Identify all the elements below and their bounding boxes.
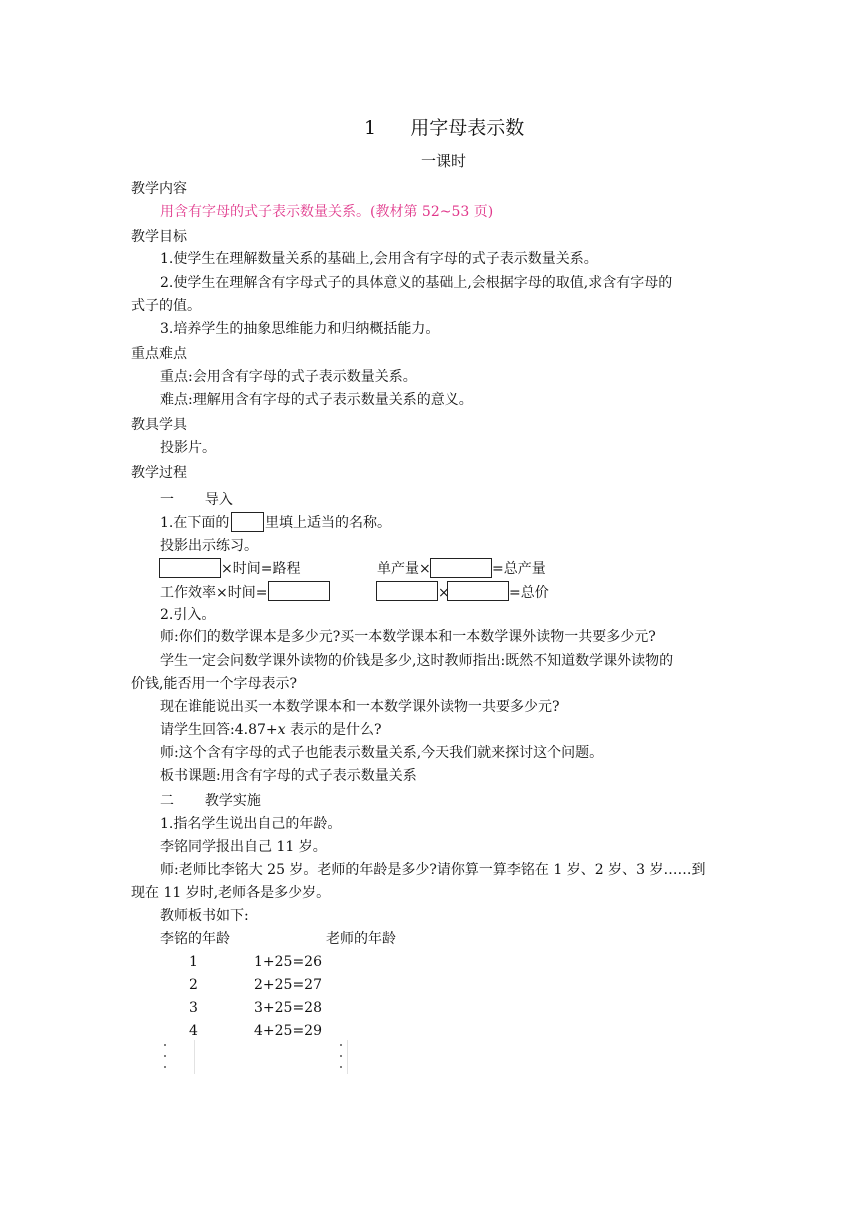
part2-heading bbox=[160, 792, 261, 810]
exercise-2-text-a: 单产量× bbox=[377, 561, 431, 577]
table-row-3-age: 3 bbox=[189, 1000, 198, 1016]
blank-box-area bbox=[430, 558, 492, 578]
teacher-line-1: 师:你们的数学课本是多少元?买一本数学课本和一本数学课外读物一共要多少元? bbox=[160, 629, 656, 645]
p1-post: 里填上适当的名称。 bbox=[265, 515, 391, 531]
variable-x: x bbox=[277, 722, 286, 738]
teacher-line-4b: 表示的是什么? bbox=[285, 722, 382, 738]
intro-label: 2.引入。 bbox=[160, 607, 216, 623]
vertical-ellipsis-right-icon bbox=[337, 1042, 347, 1076]
divider-line-right bbox=[347, 1040, 348, 1074]
title-number: 1 bbox=[364, 117, 377, 139]
table-row-4-teacher: 4+25=29 bbox=[254, 1023, 322, 1039]
table-header-teacher: 老师的年龄 bbox=[326, 931, 396, 947]
teacher-line-6: 板书课题:用含有字母的式子表示数量关系 bbox=[160, 768, 417, 784]
divider-line-left bbox=[194, 1040, 195, 1074]
page-subtitle: 一课时 bbox=[421, 152, 467, 170]
table-row-3-teacher: 3+25=28 bbox=[254, 1000, 322, 1016]
table-row-1-age: 1 bbox=[189, 954, 198, 970]
teacher-line-5: 师:这个含有字母的式子也能表示数量关系,今天我们就来探讨这个问题。 bbox=[160, 745, 604, 761]
table-row-1-teacher: 1+25=26 bbox=[254, 954, 322, 970]
part1-heading bbox=[160, 491, 233, 509]
heading-goals: 教学目标 bbox=[131, 229, 187, 245]
table-row-4-age: 4 bbox=[189, 1023, 198, 1039]
blank-box-quantity bbox=[447, 581, 509, 601]
step-2: 李铭同学报出自己 11 岁。 bbox=[160, 839, 327, 855]
keypoint-2: 难点:理解用含有字母的式子表示数量关系的意义。 bbox=[160, 392, 473, 408]
blank-box-workload bbox=[268, 581, 330, 601]
blank-box-speed bbox=[159, 558, 221, 578]
goal-3: 3.培养学生的抽象思维能力和归纳概括能力。 bbox=[160, 321, 440, 337]
part1-title: 导入 bbox=[204, 492, 233, 508]
table-row-2-teacher: 2+25=27 bbox=[254, 977, 322, 993]
heading-keypoints: 重点难点 bbox=[131, 346, 187, 362]
exercise-2-text-b: =总产量 bbox=[492, 561, 546, 577]
page-title bbox=[364, 116, 524, 140]
goal-1: 1.使学生在理解数量关系的基础上,会用含有字母的式子表示数量关系。 bbox=[160, 251, 598, 267]
part1-number: 一 bbox=[160, 492, 174, 508]
keypoint-1: 重点:会用含有字母的式子表示数量关系。 bbox=[160, 369, 417, 385]
teacher-line-2b: 价钱,能否用一个字母表示? bbox=[131, 676, 297, 692]
step-3b: 现在 11 岁时,老师各是多少岁。 bbox=[131, 885, 331, 901]
step-4: 教师板书如下: bbox=[160, 908, 249, 924]
goal-2-line-2: 式子的值。 bbox=[131, 298, 201, 314]
heading-process: 教学过程 bbox=[131, 465, 187, 481]
blank-box-price bbox=[376, 581, 438, 601]
vertical-ellipsis-left-icon bbox=[161, 1042, 171, 1076]
teacher-line-2a: 学生一定会问数学课外读物的价钱是多少,这时教师指出:既然不知道数学课外读物的 bbox=[160, 653, 674, 669]
content-body: 用含有字母的式子表示数量关系。(教材第 52~53 页) bbox=[160, 204, 494, 220]
table-header-student: 李铭的年龄 bbox=[160, 931, 230, 947]
teacher-line-3: 现在谁能说出买一本数学课本和一本数学课外读物一共要多少元? bbox=[160, 699, 560, 715]
goal-2-line-1: 2.使学生在理解含有字母式子的具体意义的基础上,会根据字母的取值,求含有字母的 bbox=[160, 275, 673, 291]
title-text: 用字母表示数 bbox=[410, 117, 525, 139]
part2-number: 二 bbox=[160, 793, 174, 809]
exercise-4-text-b: =总价 bbox=[509, 585, 549, 601]
exercise-4-text-a: × bbox=[438, 585, 450, 601]
heading-tools: 教具学具 bbox=[131, 417, 187, 433]
step-3a: 师:老师比李铭大 25 岁。老师的年龄是多少?请你算一算李铭在 1 岁、2 岁、3 岁……到 bbox=[160, 862, 706, 878]
step-1: 1.指名学生说出自己的年龄。 bbox=[160, 816, 342, 832]
p1-pre: 1.在下面的 bbox=[160, 515, 230, 531]
p2-text: 投影出示练习。 bbox=[160, 538, 258, 554]
blank-box-inline bbox=[231, 512, 264, 532]
teacher-line-4 bbox=[160, 721, 382, 739]
table-row-2-age: 2 bbox=[189, 977, 198, 993]
tools-item: 投影片。 bbox=[160, 440, 216, 456]
part2-title: 教学实施 bbox=[204, 793, 261, 809]
exercise-3-text: 工作效率×时间= bbox=[160, 585, 268, 601]
heading-content: 教学内容 bbox=[131, 181, 187, 197]
exercise-1-text: ×时间=路程 bbox=[221, 561, 301, 577]
teacher-line-4a: 请学生回答:4.87+ bbox=[160, 722, 278, 738]
